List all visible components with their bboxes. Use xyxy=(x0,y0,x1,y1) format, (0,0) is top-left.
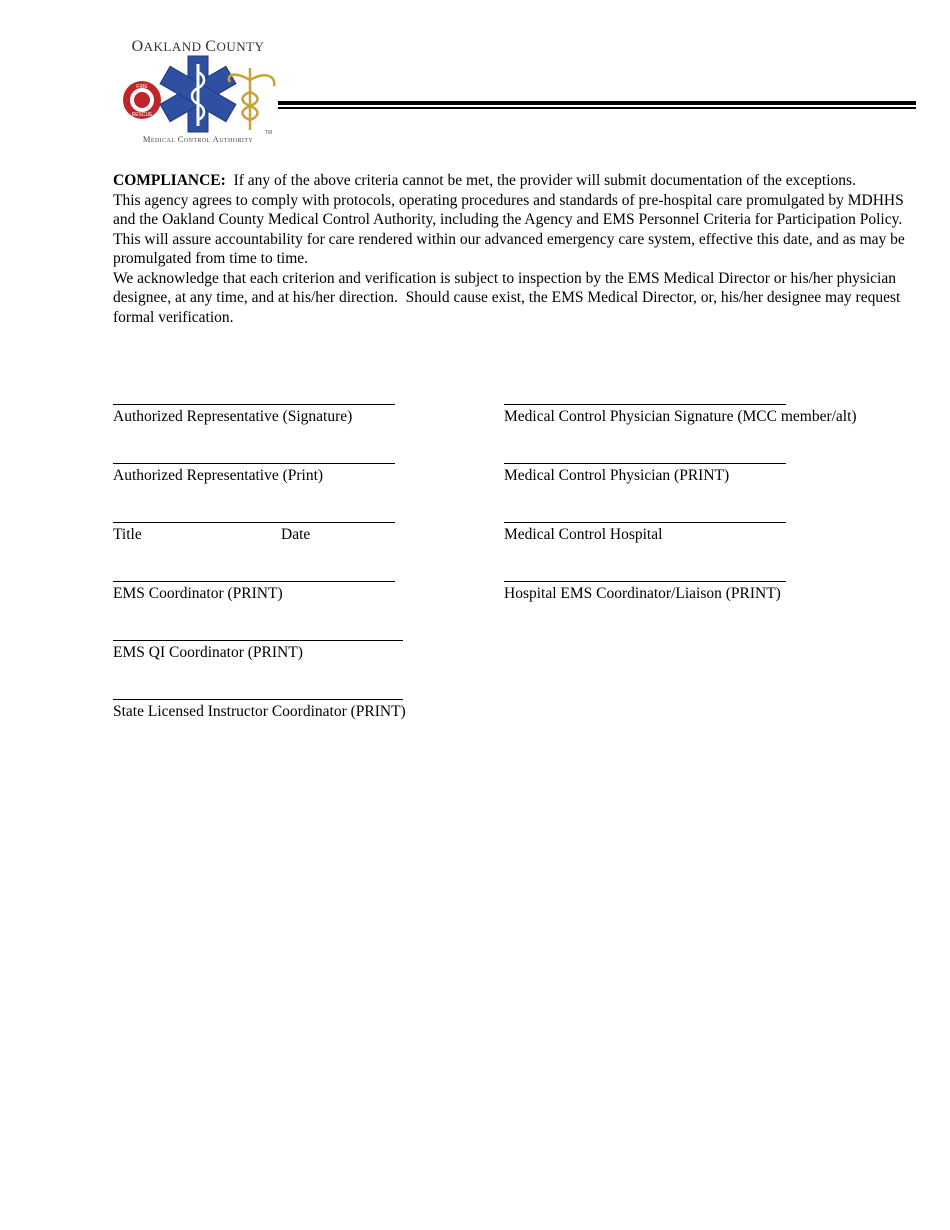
signature-line[interactable] xyxy=(113,522,395,523)
signature-block-mc-physician-print: Medical Control Physician (PRINT) xyxy=(504,463,786,485)
signature-line[interactable] xyxy=(113,581,395,582)
signature-line[interactable] xyxy=(113,699,403,700)
signature-line[interactable] xyxy=(113,640,403,641)
compliance-paragraph-3: We acknowledge that each criterion and verification is subject to inspection by the EMS Medical Director or his/her physician designee, at any time, and at his/her direction. Should cause exist, the EMS Medical Director, or, his/her designee may request formal verification. xyxy=(113,269,905,326)
signature-line[interactable] xyxy=(504,404,786,405)
logo-title: OAKLAND COUNTY xyxy=(131,38,265,55)
signature-line[interactable] xyxy=(113,404,395,405)
signature-block-hospital-ems-liaison: Hospital EMS Coordinator/Liaison (PRINT) xyxy=(504,581,786,603)
oakland-county-mca-logo: OAKLAND COUNTY FIRE RESCUE TM Medical Control Authority xyxy=(118,38,278,150)
header-rule-thin xyxy=(278,107,916,109)
signature-block-authorized-rep-print: Authorized Representative (Print) xyxy=(113,463,395,485)
header-rule-thick xyxy=(278,101,916,105)
caduceus-icon xyxy=(229,68,274,130)
compliance-paragraph-2: This agency agrees to comply with protocols, operating procedures and standards of pre-hospital care promulgated by MDHHS and the Oakland County Medical Control Authority, including the Agency and EMS Personnel Criteria for Participation Policy. This will assure accountability for care rendered within our advanced emergency care system, effective this date, and as may be promulgated from time to time. xyxy=(113,191,910,267)
signature-block-authorized-rep-signature: Authorized Representative (Signature) xyxy=(113,404,395,426)
compliance-paragraph-1: COMPLIANCE: If any of the above criteria cannot be met, the provider will submit documentation of the exceptions. xyxy=(113,172,856,189)
date-label: Date xyxy=(281,526,311,543)
svg-text:RESCUE: RESCUE xyxy=(131,112,153,118)
signature-block-mc-hospital: Medical Control Hospital xyxy=(504,522,786,544)
compliance-section xyxy=(113,171,913,327)
signature-line[interactable] xyxy=(504,581,786,582)
signature-block-ems-coordinator: EMS Coordinator (PRINT) xyxy=(113,581,395,603)
logo-subtitle: Medical Control Authority xyxy=(142,134,254,144)
signature-block-title-date: Title Date xyxy=(113,522,395,544)
signature-block-ems-qi-coordinator: EMS QI Coordinator (PRINT) xyxy=(113,640,403,662)
svg-text:FIRE: FIRE xyxy=(136,84,148,90)
star-of-life-icon xyxy=(118,52,278,134)
signature-line[interactable] xyxy=(504,522,786,523)
signature-line[interactable] xyxy=(504,463,786,464)
compliance-heading: COMPLIANCE: xyxy=(113,172,226,189)
signature-block-mc-physician-signature: Medical Control Physician Signature (MCC member/alt) xyxy=(504,404,857,426)
signature-line[interactable] xyxy=(113,463,395,464)
signature-block-state-licensed-instructor: State Licensed Instructor Coordinator (PRINT) xyxy=(113,699,406,721)
fire-badge-icon xyxy=(123,81,161,119)
